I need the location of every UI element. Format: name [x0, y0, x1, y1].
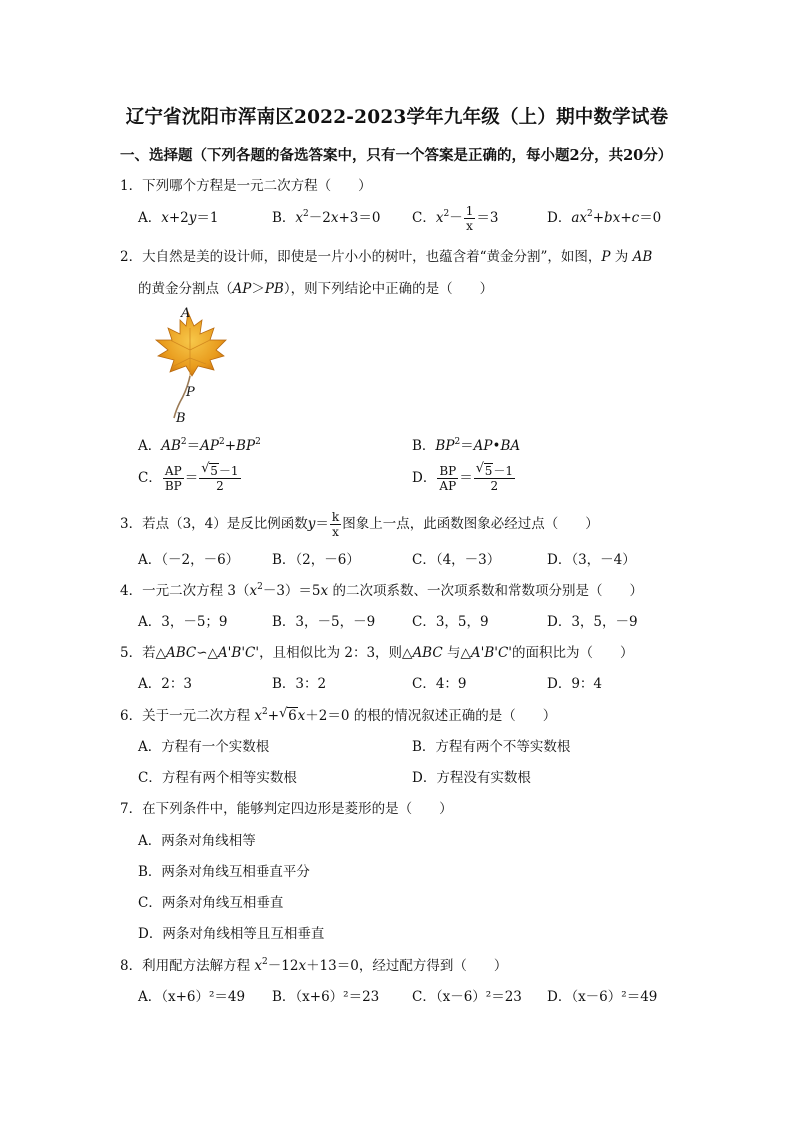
question-5-option-c[interactable]: C．4：9: [412, 676, 467, 692]
question-7-option-d[interactable]: D．两条对角线相等且互相垂直: [138, 926, 325, 942]
section-heading: 一、选择题（下列各题的备选答案中，只有一个答案是正确的，每小题2分，共20分）: [120, 147, 673, 164]
question-7-option-c[interactable]: C．两条对角线互相垂直: [138, 895, 284, 911]
question-4-option-b[interactable]: B．3，－5，－9: [272, 614, 376, 630]
question-4-stem: 4．一元二次方程 $3(x^2-3)=5x$ 的二次项系数、一次项系数和常数项分别是（ ）: [120, 582, 643, 599]
maple-leaf-figure: [140, 306, 240, 430]
question-5-option-a[interactable]: A．2：3: [138, 676, 192, 692]
question-1-option-a[interactable]: A．x+2y＝1: [138, 210, 219, 226]
question-4-option-d[interactable]: D．3，5，－9: [547, 614, 638, 630]
question-3-option-d[interactable]: D．（3，－4）: [547, 552, 636, 568]
question-3-option-c[interactable]: C．（4，－3）: [412, 552, 501, 568]
question-4-option-c[interactable]: C．3，5，9: [412, 614, 489, 630]
question-1-stem: 1．下列哪个方程是一元二次方程（ ）: [120, 178, 372, 194]
question-8-option-d[interactable]: D．（x－6）²＝49: [547, 989, 658, 1005]
question-2-stem-line2: 的黄金分割点（AP＞PB），则下列结论中正确的是（ ）: [138, 281, 494, 297]
question-2-stem-line1: 2．大自然是美的设计师，即使是一片小小的树叶，也蕴含着“黄金分割”，如图，P 为 AB: [120, 249, 653, 265]
question-5-option-d[interactable]: D．9：4: [547, 676, 603, 692]
question-6-option-a[interactable]: A．方程有一个实数根: [138, 739, 270, 755]
question-7-option-b[interactable]: B．两条对角线互相垂直平分: [138, 864, 310, 880]
question-7-stem: 7．在下列条件中，能够判定四边形是菱形的是（ ）: [120, 801, 453, 817]
question-8-stem: 8．利用配方法解方程 $x^2-12x+13=0$，经过配方得到（ ）: [120, 957, 508, 974]
question-3-option-b[interactable]: B．（2，－6）: [272, 552, 360, 568]
label-point-b: B: [176, 411, 186, 426]
question-6-option-d[interactable]: D．方程没有实数根: [412, 770, 531, 786]
question-5-stem: 5．若△ABC∽△A'B'C'，且相似比为 2：3，则△ABC 与△A'B'C'的面积比为（ ）: [120, 645, 634, 661]
question-6-option-b[interactable]: B．方程有两个不等实数根: [412, 739, 571, 755]
question-5-option-b[interactable]: B．3：2: [272, 676, 327, 692]
question-7-option-a[interactable]: A．两条对角线相等: [138, 833, 256, 849]
question-6-option-c[interactable]: C．方程有两个相等实数根: [138, 770, 297, 786]
question-2-option-a[interactable]: A．$AB^2=AP^2+BP^2$: [138, 437, 261, 454]
question-8-option-b[interactable]: B．（x+6）²＝23: [272, 989, 380, 1005]
question-6-stem: 6．关于一元二次方程 $x^2+$ √ 6x＋2＝0 的根的情况叙述正确的是（ ）: [120, 706, 557, 724]
question-2-option-b[interactable]: B．$BP^2=AP•BA$: [412, 437, 521, 454]
question-1-option-c[interactable]: C．$x^2-$ $\frac{1}{x}$ ＝3: [412, 204, 499, 233]
question-2-option-d[interactable]: D． $\frac{BP}{AP}$ ＝ √ 5－1 2: [412, 461, 514, 493]
label-point-a: A: [181, 306, 191, 321]
question-3-option-a[interactable]: A．（－2，－6）: [138, 552, 240, 568]
page-title: 辽宁省沈阳市浑南区2022-2023学年九年级（上）期中数学试卷: [125, 107, 669, 128]
question-1-option-b[interactable]: B．$x^2-2x+3=0$: [272, 209, 381, 226]
question-8-option-a[interactable]: A．（x+6）²＝49: [138, 989, 246, 1005]
question-8-option-c[interactable]: C．（x－6）²＝23: [412, 989, 522, 1005]
question-2-option-c[interactable]: C． $\frac{AP}{BP}$ ＝ √ 5－1 2: [138, 461, 239, 493]
question-3-stem: 3．若点（3，4）是反比例函数y＝ $\frac{k}{x}$ 图象上一点，此函数图象必经过点（ ）: [120, 510, 599, 539]
question-1-option-d[interactable]: D．$ax^2+bx+c=0$: [547, 209, 662, 226]
question-4-option-a[interactable]: A．3，－5；9: [138, 614, 228, 630]
label-point-p: P: [186, 385, 195, 400]
